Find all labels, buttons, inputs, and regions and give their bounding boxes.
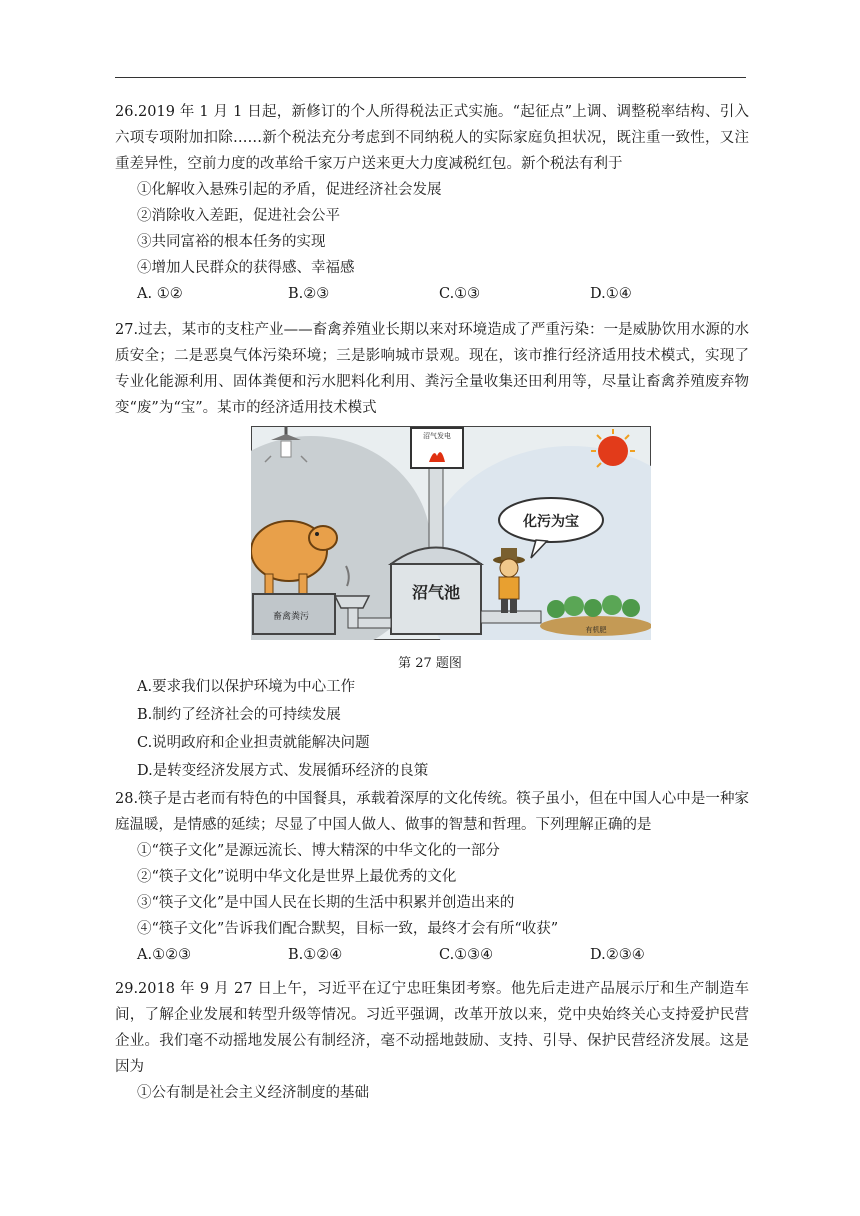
- manure-box-label: 畜禽粪污: [272, 612, 310, 622]
- question-26: [115, 99, 749, 307]
- choice-a[interactable]: A.①②③: [137, 947, 192, 963]
- question-27-stem-block: [115, 317, 749, 421]
- question-26-stem: 26.2019 年 1 月 1 日起，新修订的个人所得税法正式实施。“起征点”上调、调整税率结构、引入六项专项附加扣除……新个税法充分考虑到不同纳税人的实际家庭负担状况，既注重一致性，又注重差异性，空前力度的改革给千家万户送来更大力度减税红包。新个税法有利于: [115, 104, 749, 172]
- question-28: [115, 786, 749, 968]
- statement-1: ①化解收入悬殊引起的矛盾，促进经济社会发展: [137, 182, 442, 198]
- statement-3: ③共同富裕的根本任务的实现: [137, 234, 326, 250]
- choice-b[interactable]: B.②③: [288, 286, 330, 302]
- question-27-stem: 27.过去，某市的支柱产业——畜禽养殖业长期以来对环境造成了严重污染：一是威胁饮用水源的水质安全；二是恶臭气体污染环境；三是影响城市景观。现在，该市推行经济适用技术模式，实现了专业化能源利用、固体粪便和污水肥料化利用、粪污全量收集还田利用等，尽量让畜禽养殖废弃物变“废”为“宝”。某市的经济适用技术模式: [115, 322, 749, 416]
- choice-c[interactable]: C.①③: [439, 286, 481, 302]
- statement-2: ②消除收入差距，促进社会公平: [137, 208, 340, 224]
- statement-3: ③“筷子文化”是中国人民在长期的生活中积累并创造出来的: [137, 895, 515, 911]
- option-c[interactable]: C.说明政府和企业担责就能解决问题: [137, 735, 370, 751]
- figure-caption: 第 27 题图: [398, 656, 462, 671]
- choice-d[interactable]: D.①④: [590, 286, 632, 302]
- question-27-figure: [251, 426, 651, 640]
- statement-2: ②“筷子文化”说明中华文化是世界上最优秀的文化: [137, 869, 457, 885]
- option-d[interactable]: D.是转变经济发展方式、发展循环经济的良策: [137, 763, 429, 779]
- question-29-stem: 29.2018 年 9 月 27 日上午，习近平在辽宁忠旺集团考察。他先后走进产品展示厅和生产制造车间，了解企业发展和转型升级等情况。习近平强调，改革开放以来，党中央始终关心支持爱护民营企业。我们毫不动摇地发展公有制经济，毫不动摇地鼓励、支持、引导、保护民营经济发展。这是因为: [115, 981, 749, 1075]
- question-27-options: [115, 674, 749, 784]
- power-sign-label: 沼气发电: [423, 432, 451, 440]
- field-label: 有机肥: [585, 626, 607, 634]
- choice-c[interactable]: C.①③④: [439, 947, 494, 963]
- bubble-text: 化污为宝: [523, 514, 579, 530]
- choice-b[interactable]: B.①②④: [288, 947, 343, 963]
- question-29: [115, 976, 749, 1106]
- choice-d[interactable]: D.②③④: [590, 947, 645, 963]
- option-b[interactable]: B.制约了经济社会的可持续发展: [137, 707, 341, 723]
- statement-1: ①公有制是社会主义经济制度的基础: [137, 1085, 369, 1101]
- answer-choices: [115, 942, 749, 968]
- statement-4: ④“筷子文化”告诉我们配合默契，目标一致，最终才会有所“收获”: [137, 921, 559, 937]
- statement-1: ①“筷子文化”是源远流长、博大精深的中华文化的一部分: [137, 843, 500, 859]
- answer-choices: [115, 281, 749, 307]
- tank-label: 沼气池: [411, 583, 461, 602]
- statement-4: ④增加人民群众的获得感、幸福感: [137, 260, 355, 276]
- choice-a[interactable]: A. ①②: [137, 286, 183, 302]
- question-28-stem: 28.筷子是古老而有特色的中国餐具，承载着深厚的文化传统。筷子虽小，但在中国人心中是一种家庭温暖，是情感的延续；尽显了中国人做人、做事的智慧和哲理。下列理解正确的是: [115, 791, 749, 833]
- option-a[interactable]: A.要求我们以保护环境为中心工作: [137, 679, 356, 695]
- header-rule: [115, 77, 746, 78]
